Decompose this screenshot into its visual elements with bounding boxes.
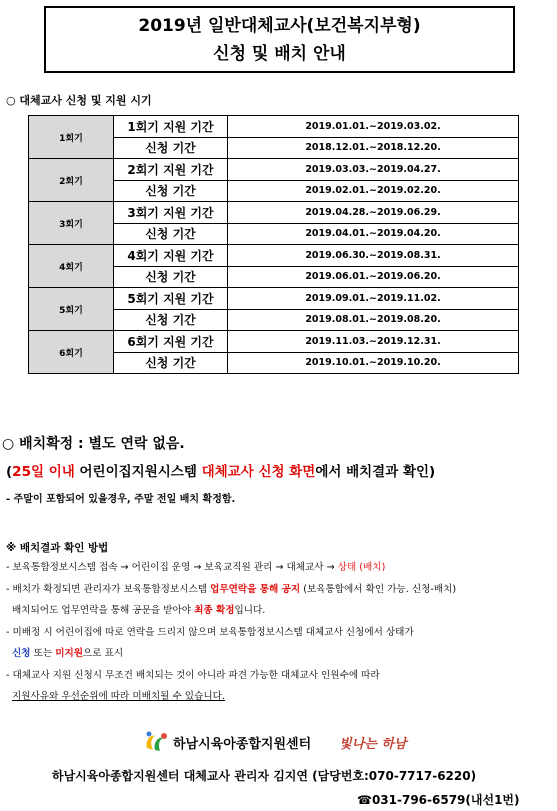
schedule-row-support [29, 288, 519, 310]
howto-list [6, 557, 456, 708]
schedule-row-support [29, 331, 519, 353]
confirm-instruction: (25일 이내 어린이집지원시스템 대체교사 신청 화면에서 배치결과 확인) [6, 464, 436, 480]
support-label: 3회기 지원 기간 [114, 202, 228, 224]
howto-line-7: 지원사유와 우선순위에 따라 미배치될 수 있습니다. [12, 691, 225, 702]
round-cell: 3회기 [29, 202, 114, 245]
city-slogan-logo: 빛나는 하남 [339, 736, 407, 752]
support-label: 2회기 지원 기간 [114, 159, 228, 181]
howto-heading: ※ 배치결과 확인 방법 [6, 542, 109, 554]
support-dates: 2019.03.03.~2019.04.27. [228, 159, 519, 181]
schedule-table [28, 115, 519, 374]
apply-label: 신청 기간 [114, 137, 228, 159]
support-dates: 2019.06.30.~2019.08.31. [228, 245, 519, 267]
round-cell: 2회기 [29, 159, 114, 202]
support-label: 5회기 지원 기간 [114, 288, 228, 310]
apply-dates: 2019.08.01.~2019.08.20. [228, 309, 519, 331]
footer-logo [143, 730, 406, 754]
round-cell: 5회기 [29, 288, 114, 331]
apply-dates: 2018.12.01.~2018.12.20. [228, 137, 519, 159]
confirm-heading: ○ 배치확정 : 별도 연락 없음. [2, 436, 185, 452]
howto-line-4: - 미배정 시 어린이집에 따로 연락을 드리지 않으며 보육통합정보시스템 대체교사 신청에서 상태가 [6, 626, 414, 638]
round-cell: 1회기 [29, 116, 114, 159]
page-title: 2019년 일반대체교사(보건복지부형) [138, 16, 421, 36]
section-heading-schedule: ○ 대체교사 신청 및 지원 시기 [6, 94, 152, 107]
schedule-row-support [29, 116, 519, 138]
support-dates: 2019.01.01.~2019.03.02. [228, 116, 519, 138]
center-name: 하남시육아종합지원센터 [173, 736, 312, 752]
center-logo-icon [143, 730, 169, 754]
round-cell: 4회기 [29, 245, 114, 288]
howto-line-6: - 대체교사 지원 신청시 무조건 배치되는 것이 아니라 파견 가능한 대체교사 인원수에 따라 [6, 669, 380, 681]
title-box [44, 6, 515, 73]
schedule-row-support [29, 202, 519, 224]
howto-line-2: - 배치가 확정되면 관리자가 보육통합정보시스템 업무연락을 통해 공지 (보육통합에서 확인 가능. 신청-배치) [6, 583, 457, 595]
apply-label: 신청 기간 [114, 180, 228, 202]
apply-dates: 2019.04.01.~2019.04.20. [228, 223, 519, 245]
schedule-row-support [29, 159, 519, 181]
support-label: 4회기 지원 기간 [114, 245, 228, 267]
apply-label: 신청 기간 [114, 223, 228, 245]
support-dates: 2019.09.01.~2019.11.02. [228, 288, 519, 310]
phone-line: ☎031-796-6579(내선1번) [357, 793, 520, 807]
schedule-row-support [29, 245, 519, 267]
apply-dates: 2019.10.01.~2019.10.20. [228, 352, 519, 374]
howto-line-3: 배치되어도 업무연락을 통해 공문을 받아야 최종 확정입니다. [12, 605, 266, 616]
apply-dates: 2019.06.01.~2019.06.20. [228, 266, 519, 288]
weekend-note: - 주말이 포함되어 있을경우, 주말 전일 배치 확정함. [6, 494, 236, 505]
page-subtitle: 신청 및 배치 안내 [213, 44, 346, 64]
support-label: 1회기 지원 기간 [114, 116, 228, 138]
howto-line-5: 신청 또는 미지원으로 표시 [12, 648, 124, 659]
contact-line: 하남시육아종합지원센터 대체교사 관리자 김지연 (담당번호:070-7717-6220) [52, 769, 477, 783]
howto-line-1: - 보육통합정보시스템 접속 → 어린이집 운영 → 보육교직원 관리 → 대체교사 → 상태 (배치) [6, 562, 386, 573]
apply-label: 신청 기간 [114, 266, 228, 288]
support-dates: 2019.11.03.~2019.12.31. [228, 331, 519, 353]
round-cell: 6회기 [29, 331, 114, 374]
apply-label: 신청 기간 [114, 352, 228, 374]
apply-dates: 2019.02.01.~2019.02.20. [228, 180, 519, 202]
support-label: 6회기 지원 기간 [114, 331, 228, 353]
apply-label: 신청 기간 [114, 309, 228, 331]
support-dates: 2019.04.28.~2019.06.29. [228, 202, 519, 224]
